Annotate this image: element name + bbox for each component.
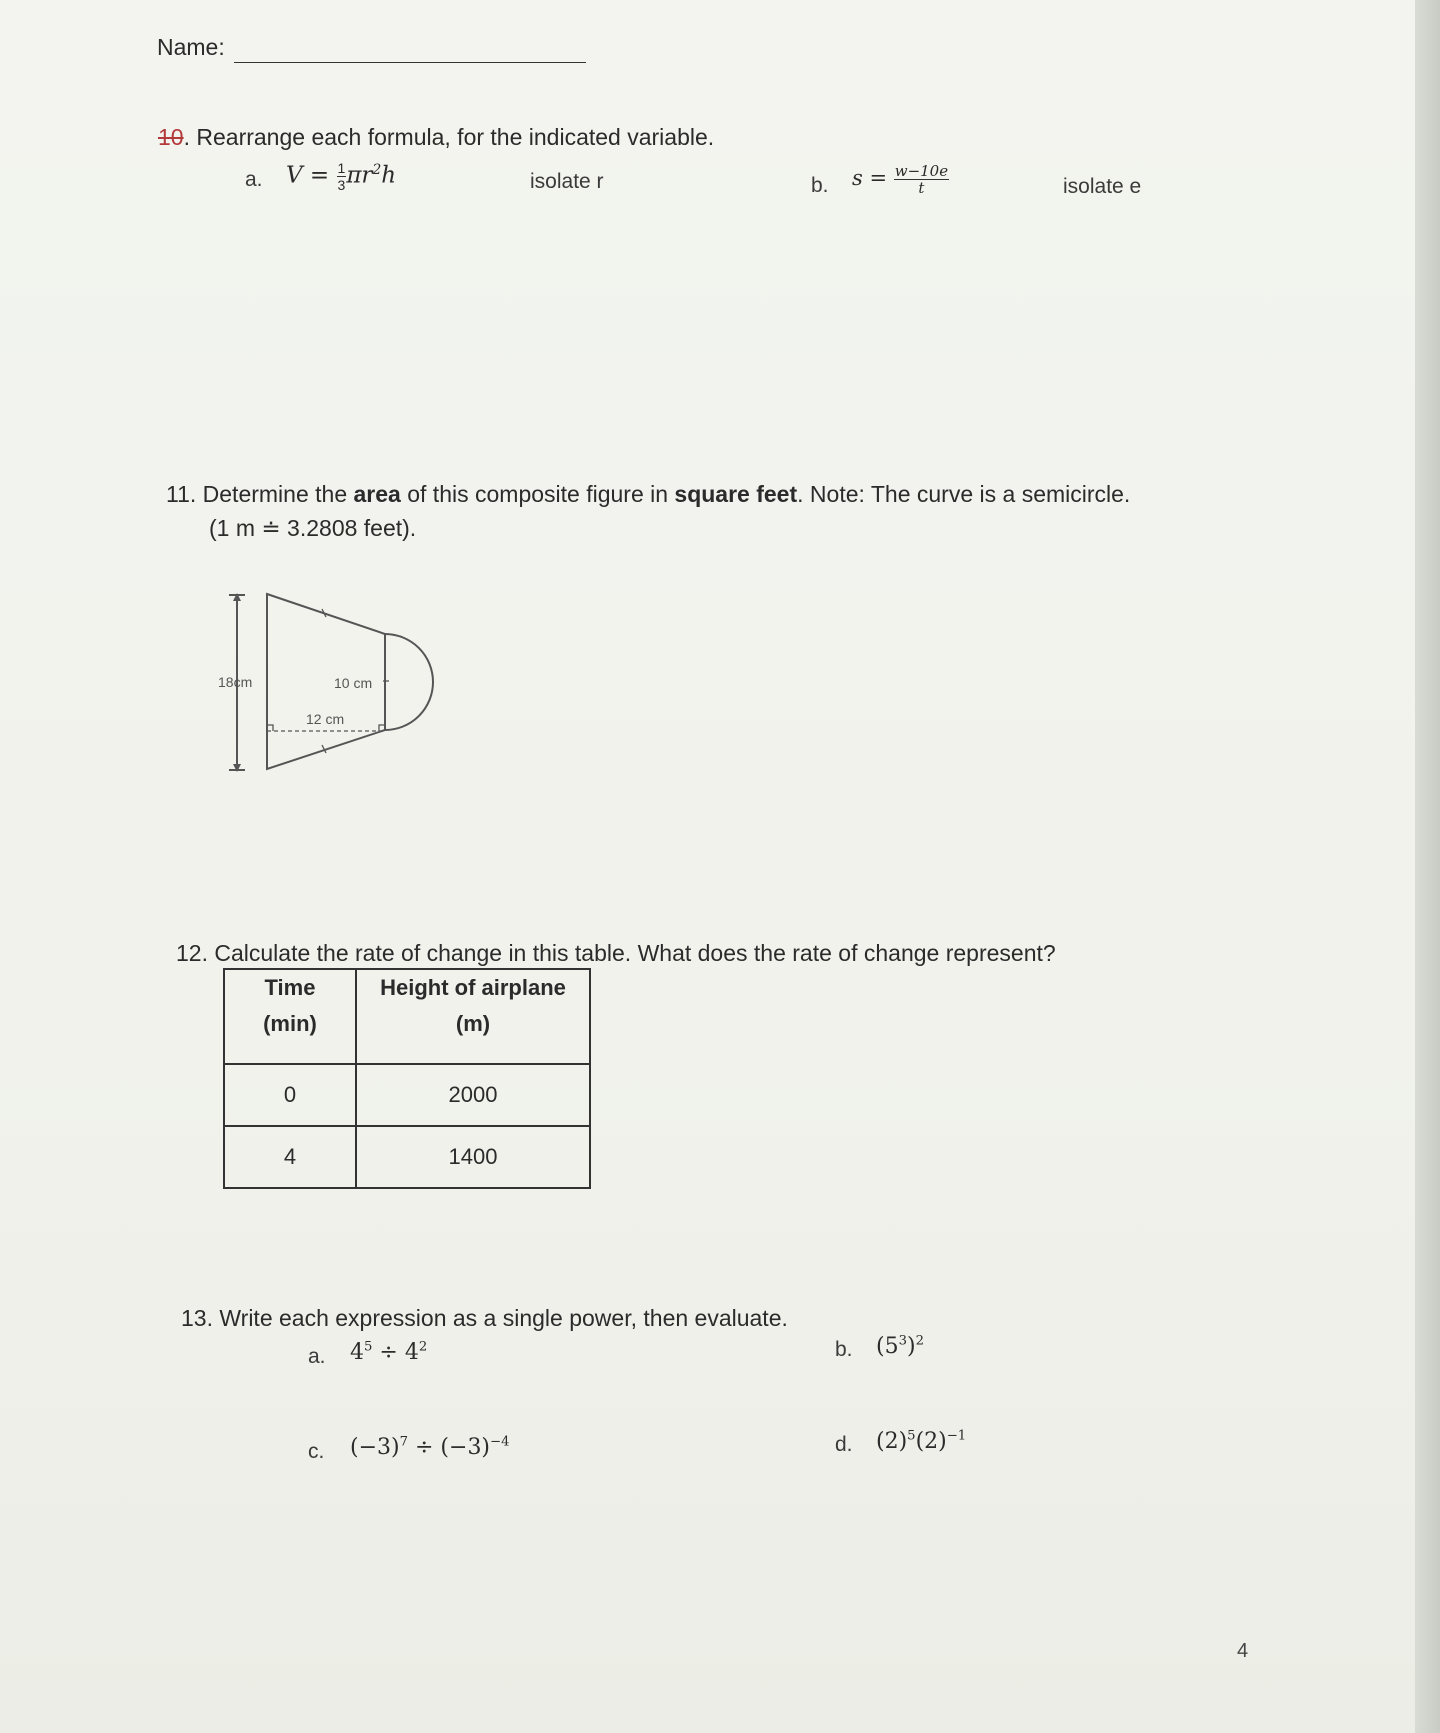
question-12: 12. Calculate the rate of change in this table. What does the rate of change represent?	[176, 940, 1056, 966]
q10a-label: a.	[245, 168, 263, 191]
name-field-line[interactable]	[234, 62, 586, 63]
q10a-formula: V = $\frac{1}{3}$ $\pi r^2h$	[286, 160, 397, 193]
q13a-label: a.	[308, 1345, 326, 1368]
question-13: 13. Write each expression as a single power, then evaluate.	[181, 1305, 788, 1331]
table-header-row	[224, 969, 590, 1064]
table-row	[224, 1064, 590, 1126]
header-time: Time (min)	[224, 969, 356, 1064]
q10b-formula: s = $\frac{w-10e}{t}$	[852, 162, 949, 197]
q13d-expression: $(2)^5(2)^{-1}$	[876, 1428, 967, 1454]
base-label: 12 cm	[306, 711, 345, 727]
conversion-note: (1 m ≐ 3.2808 feet).	[209, 515, 417, 541]
q10b-label: b.	[811, 174, 829, 197]
q10b-task: isolate e	[1063, 175, 1142, 198]
q10a-task: isolate r	[530, 170, 604, 193]
table-cell: 2000	[356, 1064, 590, 1126]
question-10-number: 10	[158, 124, 184, 150]
q13c-expression: $(-3)^7 \div (-3)^{-4}$	[350, 1434, 510, 1460]
question-11: 11. Determine the area of this composite figure in square feet. Note: The curve is a semicircle.	[166, 481, 1131, 507]
q13a-expression: $4^5 \div 4^2$	[350, 1339, 428, 1365]
table-cell: 4	[224, 1126, 356, 1188]
q13b-expression: $(5^3)^2$	[876, 1333, 924, 1359]
table-cell: 0	[224, 1064, 356, 1126]
height-label: 18cm	[218, 674, 253, 690]
width-label: 10 cm	[334, 675, 373, 691]
header-height: Height of airplane (m)	[356, 969, 590, 1064]
page-number: 4	[1237, 1640, 1249, 1662]
name-label: Name:	[157, 34, 225, 60]
question-10-text: . Rearrange each formula, for the indicated variable.	[183, 124, 715, 150]
data-table	[223, 968, 591, 1189]
page-edge	[1415, 0, 1440, 1733]
semicircle-arc	[385, 634, 433, 730]
question-10	[158, 124, 714, 151]
table-cell: 1400	[356, 1126, 590, 1188]
q13d-label: d.	[835, 1433, 853, 1456]
composite-figure	[210, 585, 450, 775]
table-row	[224, 1126, 590, 1188]
q13c-label: c.	[308, 1440, 325, 1463]
q13b-label: b.	[835, 1338, 853, 1361]
